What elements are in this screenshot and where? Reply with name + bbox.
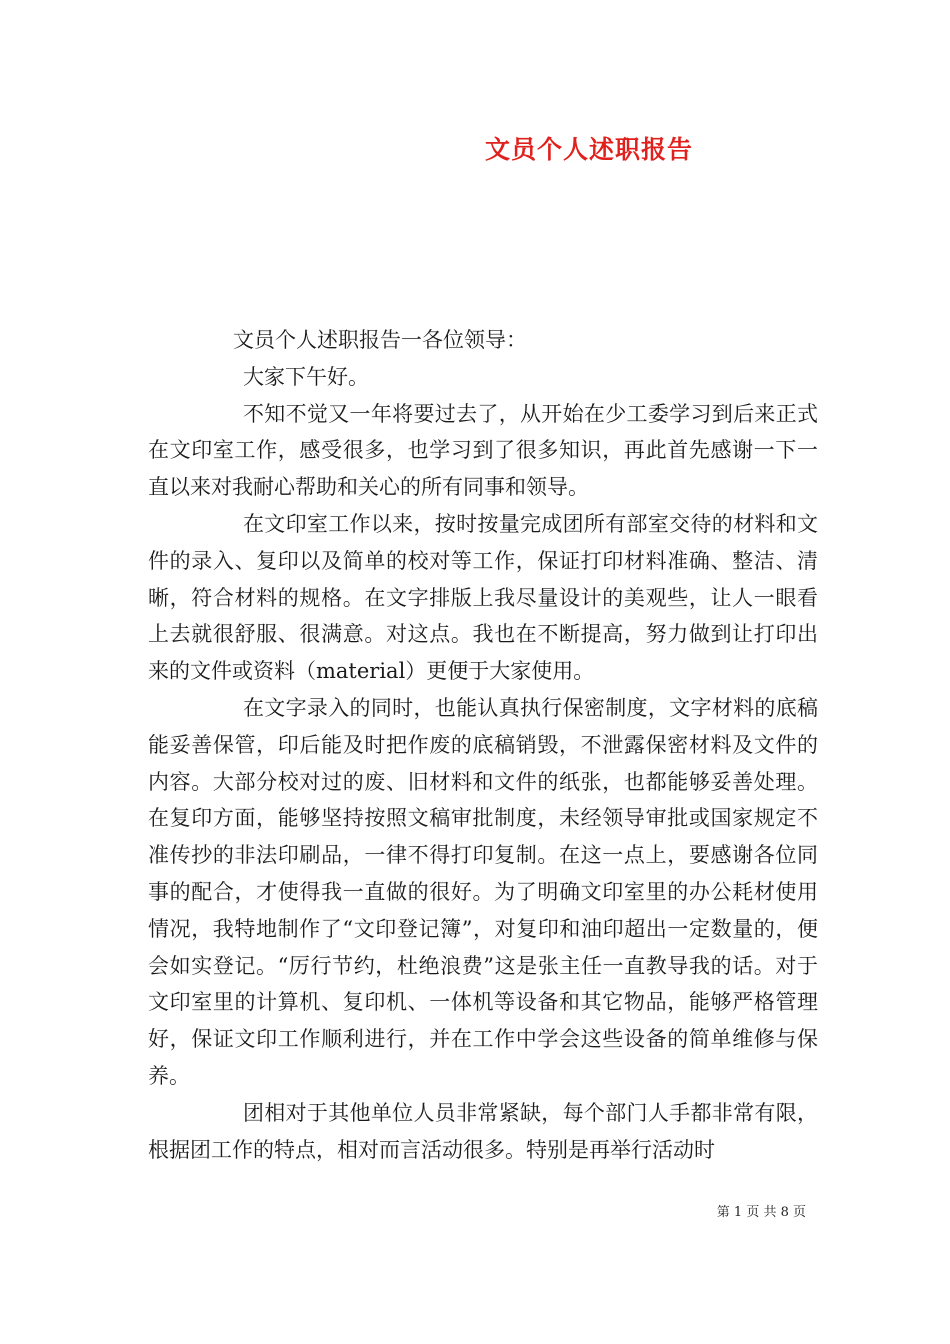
document-body: [148, 322, 818, 1168]
body-paragraph: 团相对于其他单位人员非常紧缺，每个部门人手都非常有限，根据团工作的特点，相对而言活动很多。特别是再举行活动时: [148, 1100, 818, 1162]
page-footer: 第 1 页 共 8 页: [716, 1205, 806, 1220]
document-title: 文员个人述职报告: [484, 135, 693, 164]
greeting-paragraph: 文员个人述职报告一各位领导：: [233, 328, 527, 352]
body-paragraph: 在文印室工作以来，按时按量完成团所有部室交待的材料和文件的录入、复印以及简单的校对等工作，保证打印材料准确、整洁、清晰，符合材料的规格。在文字排版上我尽量设计的美观些，让人一眼看上去就很舒服、很满意。对这点。我也在不断提高，努力做到让打印出来的文件或资料（material）更便于大家使用。: [148, 511, 818, 684]
body-paragraph: 在文字录入的同时，也能认真执行保密制度，文字材料的底稿能妥善保管，印后能及时把作废的底稿销毁，不泄露保密材料及文件的内容。大部分校对过的废、旧材料和文件的纸张，也都能够妥善处理。在复印方面，能够坚持按照文稿审批制度，未经领导审批或国家规定不准传抄的非法印刷品，一律不得打印复制。在这一点上，要感谢各位同事的配合，才使得我一直做的很好。为了明确文印室里的办公耗材使用情况，我特地制作了“文印登记簿”，对复印和油印超出一定数量的，便会如实登记。“厉行节约，杜绝浪费”这是张主任一直教导我的话。对于文印室里的计算机、复印机、一体机等设备和其它物品，能够严格管理好，保证文印工作顺利进行，并在工作中学会这些设备的简单维修与保养。: [148, 695, 818, 1088]
salutation-paragraph: 大家下午好。: [243, 364, 369, 389]
body-paragraph: 不知不觉又一年将要过去了，从开始在少工委学习到后来正式在文印室工作，感受很多，也学习到了很多知识，再此首先感谢一下一直以来对我耐心帮助和关心的所有同事和领导。: [148, 401, 818, 500]
